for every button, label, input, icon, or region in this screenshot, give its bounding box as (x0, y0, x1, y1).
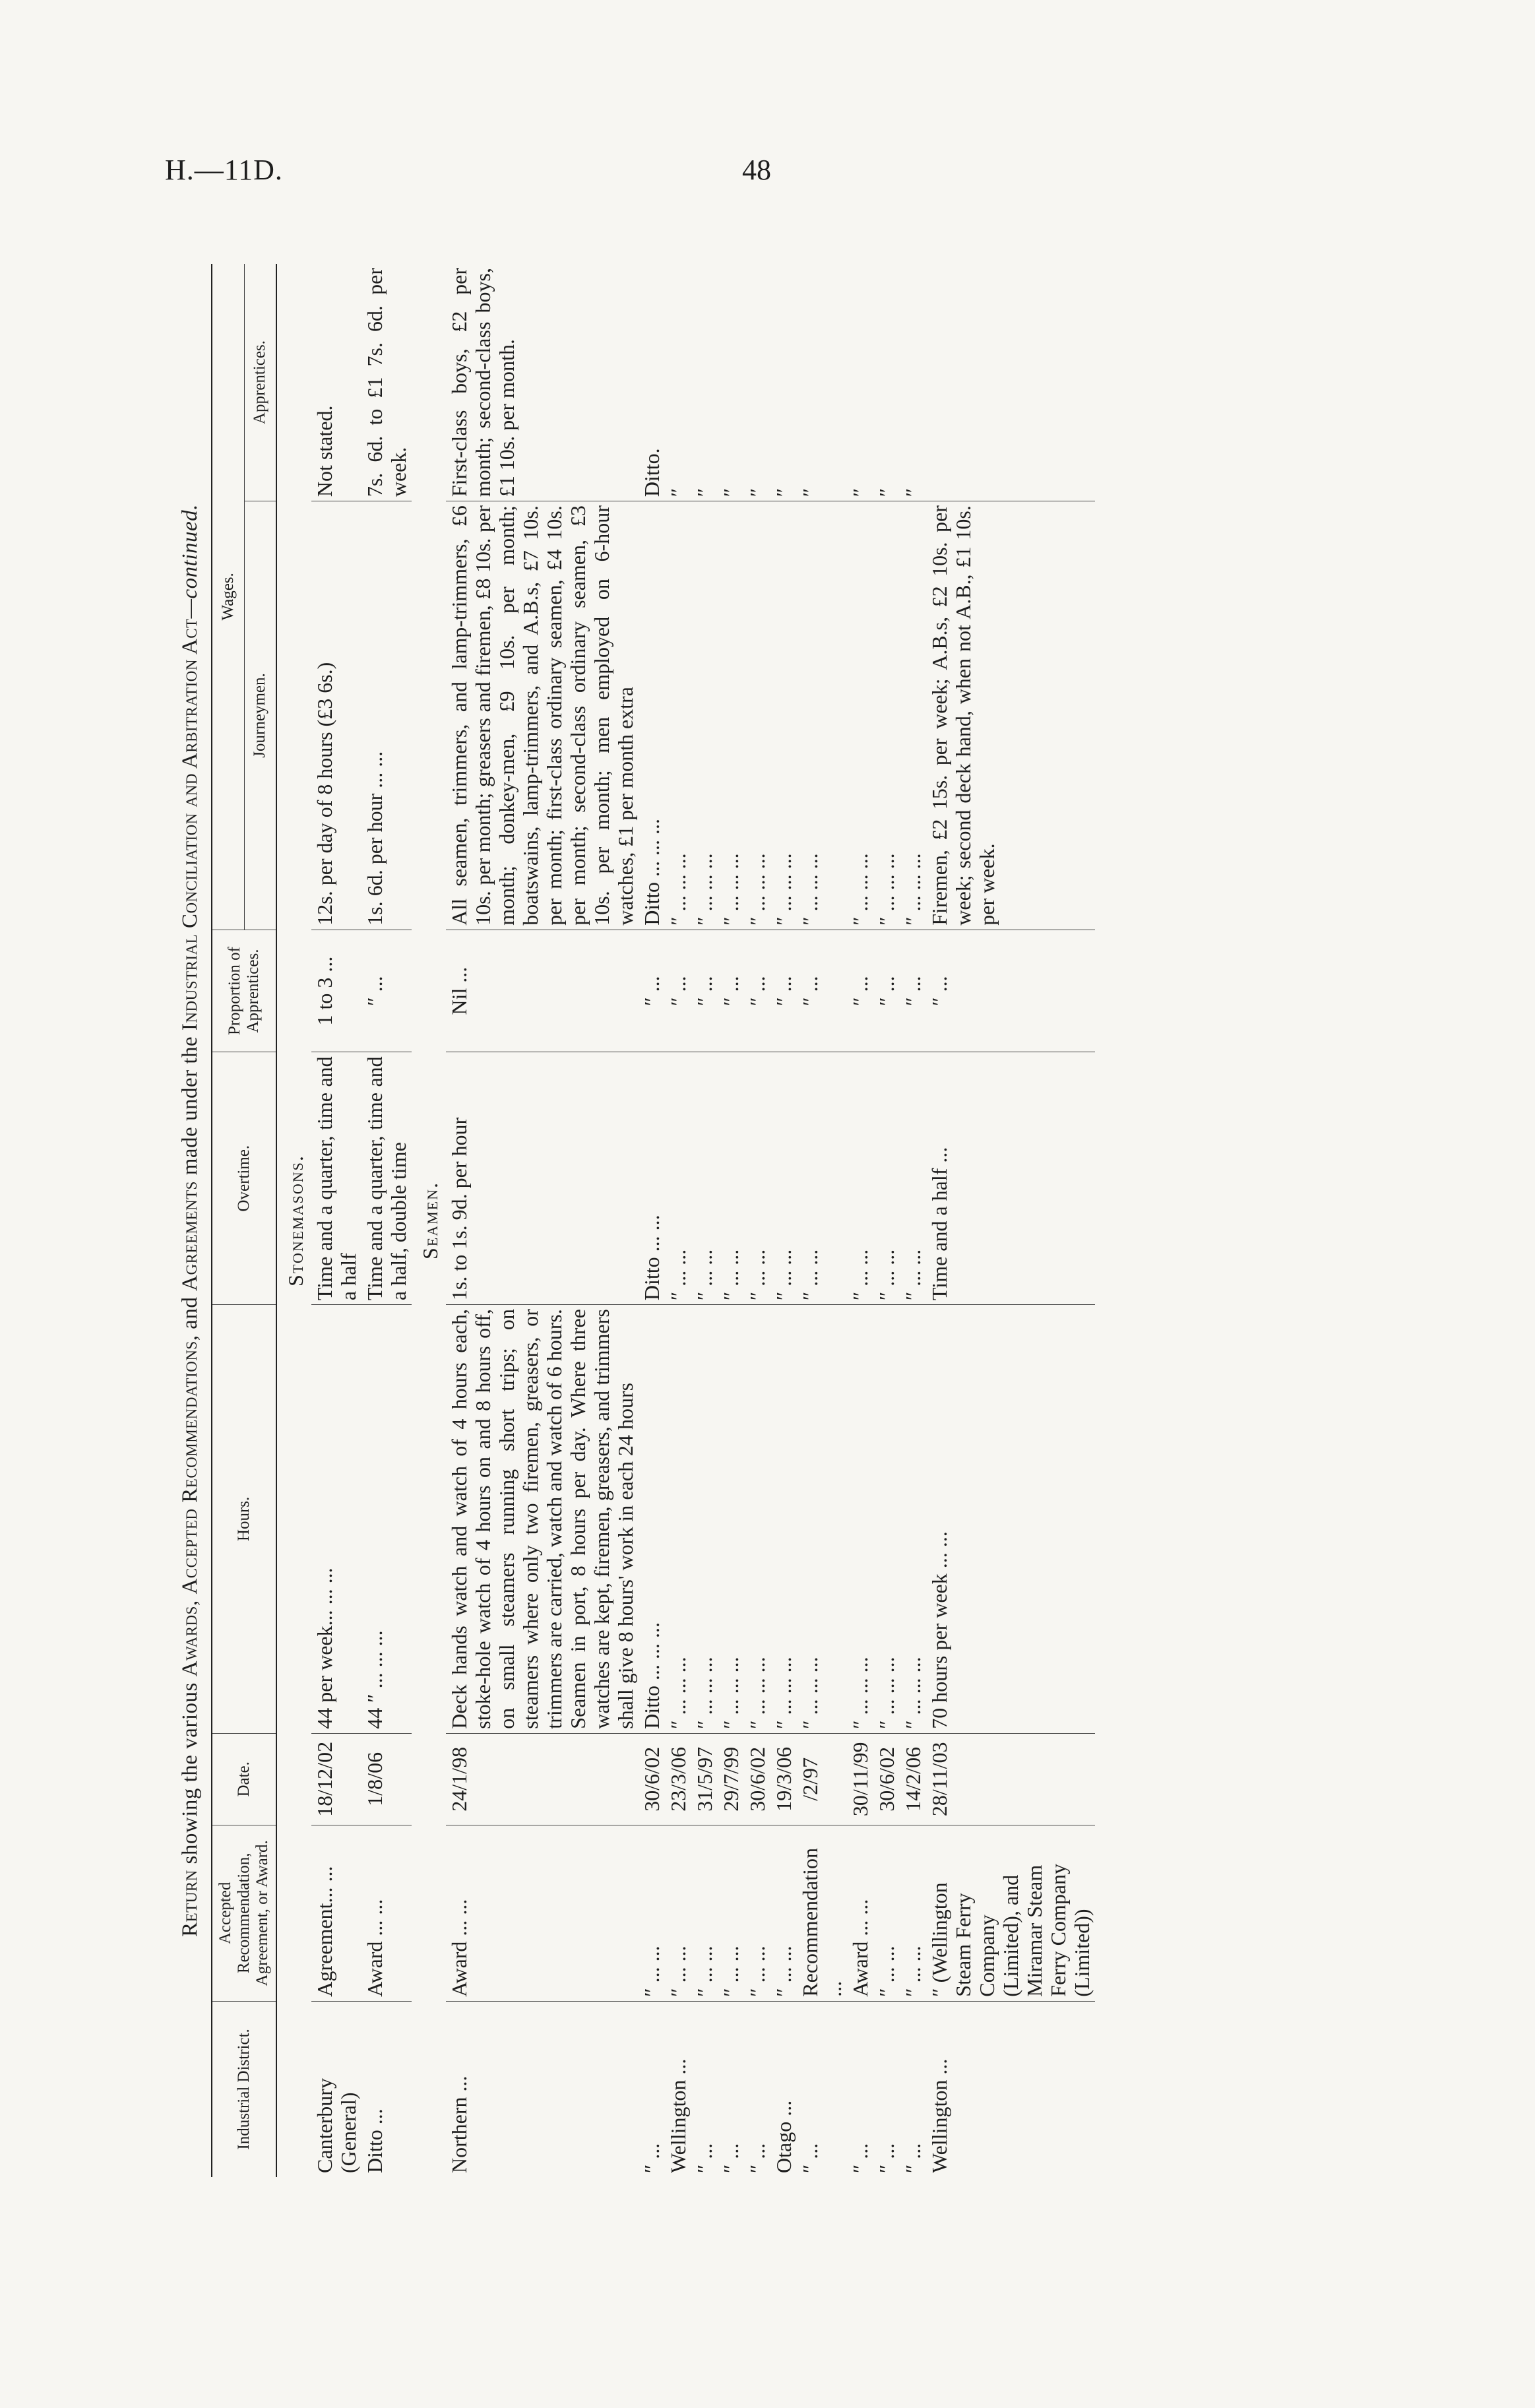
cell-district: Wellington ... (665, 2001, 691, 2177)
cell-hours: Ditto ... ... ... (639, 1305, 665, 1734)
cell-overtime: ″ ... ... (665, 1052, 691, 1305)
cell-journeymen: Firemen, £2 15s. per week; A.B.s, £2 10s. per week; second deck hand, when not A.B., £1 10s. per week. (926, 501, 1095, 930)
col-hours: Hours. (212, 1305, 276, 1734)
cell-journeymen: All seamen, trimmers, and lamp-trimmers, £6 10s. per month; greasers and firemen, £8 10s. per month; donkey-men, £9 10s. per month; boatswains, lamp-trimmers, and A.B.s, £7 10s. per month; first-class ordinary seamen, £4 10s. per month; second-class ordinary seamen, £3 10s. per month; men employed on 6-hour watches, £1 per month extra (446, 501, 639, 930)
cell-date: 28/11/03 (926, 1733, 1095, 1825)
cell-hours: ″ ... ... ... (873, 1305, 900, 1734)
cell-apprentices: ″ (666, 488, 690, 497)
page-number: 48 (742, 154, 771, 186)
cell-date: 31/5/97 (691, 1733, 718, 1825)
cell-proportion: 1 to 3 ... (311, 930, 361, 1052)
cell-hours: ″ ... ... ... (718, 1305, 744, 1734)
cell-hours: 70 hours per week ... ... (926, 1305, 1095, 1734)
cell-journeymen: 12s. per day of 8 hours (£3 6s.) (311, 501, 361, 930)
cell-district: Northern ... (446, 2001, 639, 2177)
cell-journeymen: ″ ... ... ... (770, 501, 797, 930)
cell-district: ″ ... (873, 2001, 900, 2177)
table-row (691, 264, 718, 2177)
cell-district: ″ ... (691, 2001, 718, 2177)
cell-date: 30/6/02 (873, 1733, 900, 1825)
cell-overtime: Time and a quarter, time and a half (311, 1052, 361, 1305)
cell-apprentices: Not stated. (313, 405, 336, 497)
cell-apprentices: ″ (798, 488, 822, 497)
cell-district: ″ ... (639, 2001, 665, 2177)
cell-apprentices: ″ (772, 488, 796, 497)
cell-journeymen: ″ ... ... ... (900, 501, 926, 930)
table-row (744, 264, 770, 2177)
cell-type: Recommendation ... (797, 1825, 847, 2001)
cell-overtime: 1s. to 1s. 9d. per hour (446, 1052, 639, 1305)
cell-overtime: ″ ... ... (900, 1052, 926, 1305)
cell-type: ″ ... ... (744, 1825, 770, 2001)
cell-journeymen: ″ ... ... ... (797, 501, 847, 930)
cell-overtime: Ditto ... ... (639, 1052, 665, 1305)
table-row (718, 264, 744, 2177)
cell-hours: ″ ... ... ... (691, 1305, 718, 1734)
cell-type: ″ ... ... (665, 1825, 691, 2001)
cell-journeymen: ″ ... ... ... (691, 501, 718, 930)
cell-proportion: ″ ... (900, 930, 926, 1052)
page-reference: H.—11D. (165, 154, 283, 186)
cell-proportion: ″ ... (926, 930, 1095, 1052)
cell-date: 29/7/99 (718, 1733, 744, 1825)
cell-hours: ″ ... ... ... (665, 1305, 691, 1734)
cell-type: ″ ... ... (873, 1825, 900, 2001)
cell-proportion: ″ ... (718, 930, 744, 1052)
cell-date: 30/11/99 (847, 1733, 873, 1825)
cell-overtime: Time and a half ... (926, 1052, 1095, 1305)
wages-table (211, 264, 1095, 2177)
cell-type: ″ (Wellington Steam Ferry Company (Limited), and Miramar Steam Ferry Company (Limited)) (926, 1825, 1095, 2001)
col-overtime: Overtime. (212, 1052, 276, 1305)
cell-apprentices: ″ (848, 488, 872, 497)
cell-date: /2/97 (797, 1733, 847, 1825)
table-row (900, 264, 926, 2177)
table-row (639, 264, 665, 2177)
cell-journeymen: 1s. 6d. per hour ... ... (361, 501, 412, 930)
cell-hours: ″ ... ... ... (797, 1305, 847, 1734)
cell-district: ″ ... (900, 2001, 926, 2177)
cell-overtime: ″ ... ... (718, 1052, 744, 1305)
section-seamen: Seamen. (418, 1182, 442, 1260)
cell-date: 30/6/02 (744, 1733, 770, 1825)
cell-apprentices: ″ (745, 488, 769, 497)
cell-date: 23/3/06 (665, 1733, 691, 1825)
cell-overtime: ″ ... ... (873, 1052, 900, 1305)
cell-date: 1/8/06 (361, 1733, 412, 1825)
cell-type: Agreement... ... (311, 1825, 361, 2001)
cell-hours: Deck hands watch and watch of 4 hours each, stoke-hole watch of 4 hours on and 8 hours off, on small steamers running short trips; on steamers where only two firemen, greasers, or trimmers are carried, watch and watch of 6 hours. Seamen in port, 8 hours per day. Where three watches are kept, firemen, greasers, and trimmers shall give 8 hours' work in each 24 hours (446, 1305, 639, 1734)
col-district: Industrial District. (212, 2001, 276, 2177)
cell-hours: ″ ... ... ... (770, 1305, 797, 1734)
col-date: Date. (212, 1733, 276, 1825)
cell-proportion: ″ ... (691, 930, 718, 1052)
cell-district: Otago ... (770, 2001, 797, 2177)
table-row (926, 264, 1095, 2177)
cell-proportion: ″ ... (639, 930, 665, 1052)
cell-district: Canterbury (General) (311, 2001, 361, 2177)
cell-proportion: ″ ... (873, 930, 900, 1052)
cell-district: ″ ... (718, 2001, 744, 2177)
rotated-table-area (178, 264, 1405, 2177)
cell-apprentices: ″ (875, 488, 898, 497)
cell-hours: 44 per week... ... ... (311, 1305, 361, 1734)
table-row (770, 264, 797, 2177)
cell-hours: ″ ... ... ... (847, 1305, 873, 1734)
cell-date: 18/12/02 (311, 1733, 361, 1825)
cell-proportion: ″ ... (744, 930, 770, 1052)
col-journeymen: Journeymen. (244, 501, 276, 930)
cell-overtime: ″ ... ... (847, 1052, 873, 1305)
cell-type: Award ... ... (847, 1825, 873, 2001)
cell-journeymen: ″ ... ... ... (744, 501, 770, 930)
cell-apprentices: ″ (901, 488, 925, 497)
cell-journeymen: Ditto ... ... ... (639, 501, 665, 930)
table-title: Return showing the various Awards, Accepted Recommendations, and Agreements made under the Industrial Conciliation and Arbitration Act—continued. (178, 504, 202, 1937)
table-row (847, 264, 873, 2177)
cell-overtime: ″ ... ... (770, 1052, 797, 1305)
cell-type: Award ... ... (446, 1825, 639, 2001)
table-row (797, 264, 847, 2177)
cell-overtime: ″ ... ... (691, 1052, 718, 1305)
cell-proportion: ″ ... (847, 930, 873, 1052)
cell-district: ″ ... (744, 2001, 770, 2177)
cell-date: 24/1/98 (446, 1733, 639, 1825)
cell-district: Wellington ... (926, 2001, 1095, 2177)
cell-journeymen: ″ ... ... ... (847, 501, 873, 930)
cell-type: ″ ... ... (691, 1825, 718, 2001)
col-wages: Wages. (212, 264, 244, 930)
cell-apprentices: 7s. 6d. to £1 7s. 6d. per week. (363, 268, 410, 497)
cell-date: 19/3/06 (770, 1733, 797, 1825)
table-row (665, 264, 691, 2177)
cell-date: 30/6/02 (639, 1733, 665, 1825)
cell-type: Award ... ... (361, 1825, 412, 2001)
cell-type: ″ ... ... (639, 1825, 665, 2001)
cell-apprentices: ″ (719, 488, 743, 497)
cell-type: ″ ... ... (718, 1825, 744, 2001)
cell-hours: 44 ″ ... ... ... (361, 1305, 412, 1734)
cell-journeymen: ″ ... ... ... (873, 501, 900, 930)
cell-district: ″ ... (847, 2001, 873, 2177)
cell-apprentices (926, 264, 1095, 501)
cell-overtime: ″ ... ... (744, 1052, 770, 1305)
cell-apprentices: ″ (693, 488, 716, 497)
cell-journeymen: ″ ... ... ... (665, 501, 691, 930)
cell-hours: ″ ... ... ... (744, 1305, 770, 1734)
cell-proportion: Nil ... (446, 930, 639, 1052)
cell-district: ″ ... (797, 2001, 847, 2177)
cell-type: ″ ... ... (900, 1825, 926, 2001)
cell-district: Ditto ... (361, 2001, 412, 2177)
cell-proportion: ″ ... (665, 930, 691, 1052)
cell-overtime: ″ ... ... (797, 1052, 847, 1305)
cell-apprentices: First-class boys, £2 per month; second-class boys, £1 10s. per month. (447, 268, 518, 497)
cell-date: 14/2/06 (900, 1733, 926, 1825)
cell-overtime: Time and a quarter, time and a half, double time (361, 1052, 412, 1305)
cell-apprentices: Ditto. (640, 448, 664, 497)
cell-proportion: ″ ... (770, 930, 797, 1052)
col-apprentices: Apprentices. (244, 264, 276, 501)
col-type: Accepted Recommendation, Agreement, or Award. (212, 1825, 276, 2001)
col-proportion: Proportion of Apprentices. (212, 930, 276, 1052)
section-stonemasons: Stonemasons. (284, 1155, 307, 1286)
cell-hours: ″ ... ... ... (900, 1305, 926, 1734)
table-row (873, 264, 900, 2177)
table-row (311, 264, 361, 2177)
table-row (446, 264, 639, 2177)
table-row (361, 264, 412, 2177)
cell-journeymen: ″ ... ... ... (718, 501, 744, 930)
cell-type: ″ ... ... (770, 1825, 797, 2001)
cell-proportion: ″ ... (361, 930, 412, 1052)
cell-proportion: ″ ... (797, 930, 847, 1052)
